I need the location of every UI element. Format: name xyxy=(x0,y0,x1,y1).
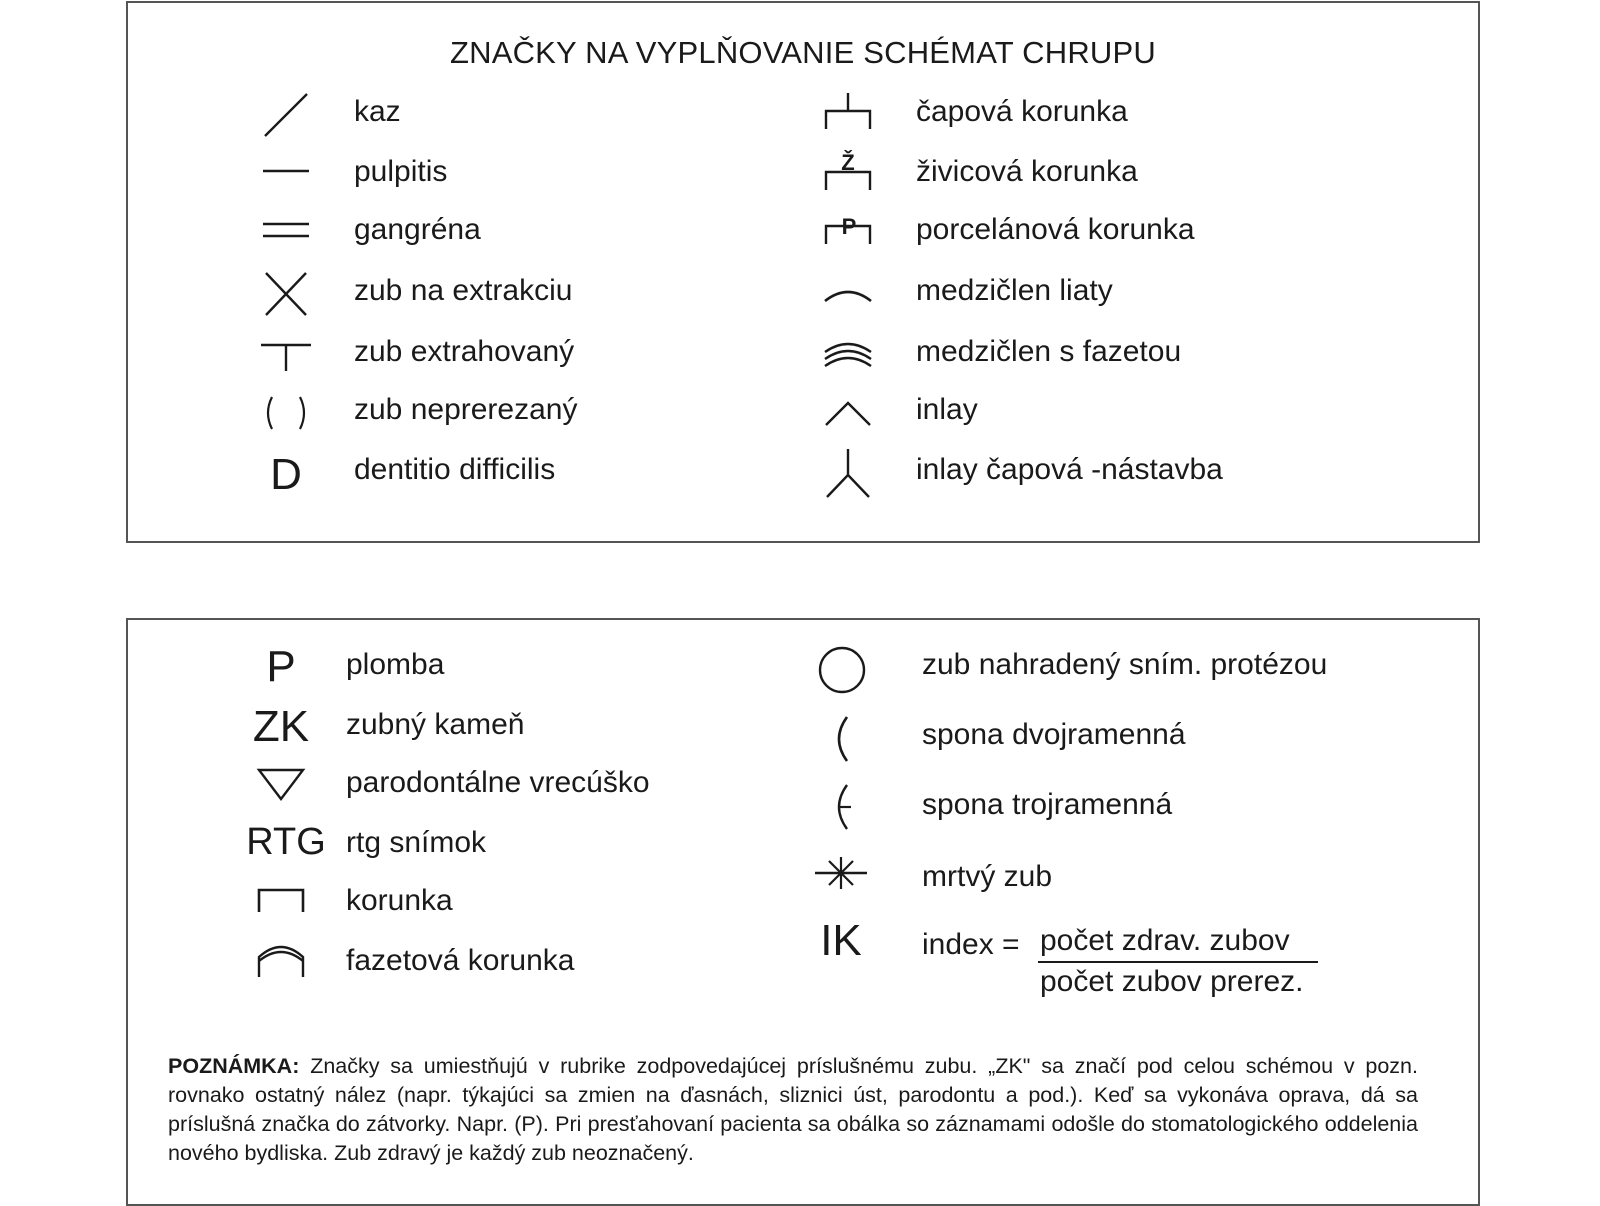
porcelain-crown-icon xyxy=(820,206,876,250)
label-parodontalne-vrecusko: parodontálne vrecúško xyxy=(346,766,650,799)
double-arc-icon xyxy=(820,331,876,375)
double-line-icon xyxy=(256,210,316,250)
note-heading: POZNÁMKA: xyxy=(168,1054,300,1078)
label-rtg-snimok: rtg snímok xyxy=(346,826,487,859)
letters-ik-icon: IK xyxy=(820,916,862,965)
legend-title: ZNAČKY NA VYPLŇOVANIE SCHÉMAT CHRUPU xyxy=(449,35,1156,70)
post-crown-icon xyxy=(820,89,876,133)
label-zivicova-korunka: živicová korunka xyxy=(916,155,1138,188)
y-fork-icon xyxy=(820,445,876,501)
label-mrtvy-zub: mrtvý zub xyxy=(922,860,1053,893)
label-inlay-capova-nastavba: inlay čapová -nástavba xyxy=(916,453,1223,486)
resin-crown-icon xyxy=(820,146,876,194)
diagonal-slash-icon xyxy=(256,91,316,139)
open-paren-icon xyxy=(814,712,870,766)
letters-rtg-icon: RTG xyxy=(246,820,326,863)
label-inlay: inlay xyxy=(916,393,978,426)
down-triangle-icon xyxy=(236,762,326,806)
arc-icon xyxy=(820,273,876,313)
label-porcelanova-korunka: porcelánová korunka xyxy=(916,213,1195,246)
label-plomba: plomba xyxy=(346,648,445,681)
label-gangrena: gangréna xyxy=(354,213,481,246)
label-zub-nahradeny-snim-protezou: zub nahradený sním. protézou xyxy=(922,648,1328,681)
legend-box-tooth-chart-symbols xyxy=(126,1,1480,543)
resin-crown-letter: Ž xyxy=(841,150,855,175)
porcelain-crown-letter: P xyxy=(841,214,857,239)
label-medziclen-s-fazetou: medzičlen s fazetou xyxy=(916,335,1182,368)
label-capova-korunka: čapová korunka xyxy=(916,95,1128,128)
facet-crown-icon xyxy=(236,934,326,984)
label-pulpitis: pulpitis xyxy=(354,155,448,188)
label-fazetova-korunka: fazetová korunka xyxy=(346,944,575,977)
letter-p-icon: P xyxy=(266,642,296,691)
label-spona-dvojramenna: spona dvojramenná xyxy=(922,718,1186,751)
label-zub-neprerezany: zub neprerezaný xyxy=(354,393,578,426)
label-kaz: kaz xyxy=(354,95,401,128)
index-fraction xyxy=(1040,924,1320,1004)
circle-icon xyxy=(814,644,870,696)
fraction-bar xyxy=(1038,961,1318,963)
crown-bracket-icon xyxy=(236,878,326,922)
note-paragraph xyxy=(168,1052,1418,1168)
inverted-t-icon xyxy=(256,333,316,377)
label-korunka: korunka xyxy=(346,884,453,917)
note-text: Značky sa umiestňujú v rubrike zodpovedajúcej príslušnému zubu. „ZK" sa značí pod celou schémou v pozn. rovnako ostatný nález (napr. týkajúci sa zmien na ďasnách, sliznici úst, parodontu a pod.). Keď sa vykonáva oprava, dá sa príslušná značka do zátvorky. Napr. (P). Pri presťahovaní pacienta sa obálka so záznamami odošle do stomatologického oddelenia nového bydliska. Zub zdravý je každý zub neoznačený. xyxy=(168,1054,1418,1165)
label-spona-trojramenna: spona trojramenná xyxy=(922,788,1173,821)
letter-d-icon: D xyxy=(270,450,302,499)
index-equals-label: index = xyxy=(922,928,1020,961)
parentheses-icon xyxy=(256,391,316,435)
label-medziclen-liaty: medzičlen liaty xyxy=(916,274,1113,307)
label-zub-na-extrakciu: zub na extrakciu xyxy=(354,274,573,307)
paren-tick-icon xyxy=(814,780,870,834)
fraction-denominator: počet zubov prerez. xyxy=(1040,965,1304,998)
label-dentitio-difficilis: dentitio difficilis xyxy=(354,453,556,486)
caret-icon xyxy=(820,395,876,431)
x-cross-icon xyxy=(256,269,316,319)
letters-zk-icon: ZK xyxy=(252,702,310,751)
label-zub-extrahovany: zub extrahovaný xyxy=(354,335,575,368)
asterisk-icon xyxy=(808,846,874,900)
label-zubny-kamen: zubný kameň xyxy=(346,708,525,741)
fraction-numerator: počet zdrav. zubov xyxy=(1040,924,1290,957)
single-line-icon xyxy=(256,151,316,191)
legend-box-additional-symbols xyxy=(126,618,1480,1206)
